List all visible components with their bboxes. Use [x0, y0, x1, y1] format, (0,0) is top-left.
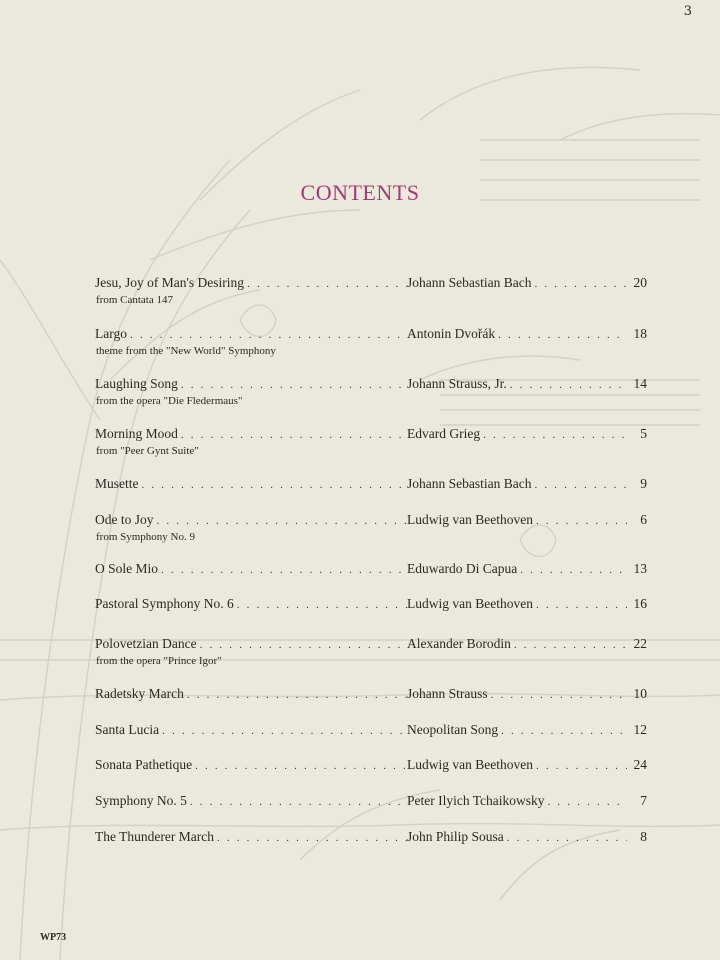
dot-leader [536, 758, 627, 774]
toc-entry [95, 376, 647, 407]
dot-leader [548, 794, 627, 810]
dot-leader [507, 830, 627, 846]
entry-title: O Sole Mio [95, 561, 159, 576]
dot-leader [534, 477, 627, 493]
entry-title: Morning Mood [95, 426, 178, 441]
dot-leader [510, 377, 627, 393]
entry-page: 14 [633, 376, 647, 391]
dot-leader [501, 723, 627, 739]
toc-entry [95, 596, 647, 613]
entry-composer: Antonin Dvořák [407, 326, 496, 341]
dot-leader [217, 830, 407, 846]
entry-composer: Alexander Borodin [407, 636, 511, 651]
entry-page: 18 [633, 326, 647, 341]
entry-subtitle: theme from the "New World" Symphony [96, 345, 276, 357]
dot-leader [514, 637, 627, 653]
page-number: 3 [683, 4, 692, 19]
entry-page: 10 [633, 686, 647, 701]
entry-subtitle: from the opera "Prince Igor" [96, 655, 222, 667]
dot-leader [247, 276, 407, 292]
entry-page: 20 [633, 275, 647, 290]
entry-title: Largo [95, 326, 127, 341]
dot-leader [498, 327, 627, 343]
dot-leader [187, 687, 407, 703]
entry-subtitle: from Symphony No. 9 [96, 531, 195, 543]
entry-title: Sonata Pathetique [95, 757, 193, 772]
dot-leader [162, 723, 407, 739]
entry-page: 13 [633, 561, 647, 576]
entry-title: Pastoral Symphony No. 6 [95, 596, 234, 611]
entry-page: 22 [633, 636, 647, 651]
toc-entry [95, 829, 647, 846]
toc-entry [95, 722, 647, 739]
dot-leader [520, 562, 627, 578]
toc-entry [95, 426, 647, 457]
dot-leader [157, 513, 408, 529]
entry-page: 12 [633, 722, 647, 737]
entry-page: 7 [640, 793, 647, 808]
entry-subtitle: from the opera "Die Fledermaus" [96, 395, 243, 407]
entry-title: The Thunderer March [95, 829, 214, 844]
entry-composer: Ludwig van Beethoven [407, 757, 533, 772]
toc-entry [95, 686, 647, 703]
entry-page: 24 [633, 757, 647, 772]
page-title: CONTENTS [300, 180, 420, 205]
entry-title: Santa Lucia [95, 722, 160, 737]
entry-composer: Johann Strauss [407, 686, 488, 701]
entry-title: Symphony No. 5 [95, 793, 187, 808]
dot-leader [190, 794, 407, 810]
entry-title: Jesu, Joy of Man's Desiring [95, 275, 245, 290]
entry-composer: Ludwig van Beethoven [407, 512, 533, 527]
dot-leader [142, 477, 408, 493]
dot-leader [130, 327, 407, 343]
dot-leader [536, 597, 627, 613]
entry-composer: Ludwig van Beethoven [407, 596, 533, 611]
dot-leader [181, 427, 407, 443]
dot-leader [536, 513, 627, 529]
entry-subtitle: from Cantata 147 [96, 294, 173, 306]
toc-entry [95, 793, 647, 810]
entry-composer: Johann Sebastian Bach [407, 275, 532, 290]
dot-leader [483, 427, 627, 443]
entry-title: Laughing Song [95, 376, 178, 391]
entry-title: Radetsky March [95, 686, 184, 701]
toc-entry [95, 275, 647, 306]
toc-entry [95, 512, 647, 543]
entry-title: Ode to Joy [95, 512, 154, 527]
dot-leader [181, 377, 407, 393]
dot-leader [491, 687, 627, 703]
entry-title: Polovetzian Dance [95, 636, 197, 651]
entry-page: 8 [640, 829, 647, 844]
dot-leader [161, 562, 407, 578]
dot-leader [200, 637, 407, 653]
entry-composer: Neopolitan Song [407, 722, 499, 737]
entry-composer: Johann Strauss, Jr. [407, 376, 507, 391]
entry-page: 9 [640, 476, 647, 491]
toc-entry [95, 757, 647, 774]
entry-subtitle: from "Peer Gynt Suite" [96, 445, 199, 457]
dot-leader [237, 597, 407, 613]
toc-entry [95, 636, 647, 667]
entry-page: 6 [640, 512, 647, 527]
toc-entry [95, 326, 647, 357]
entry-page: 16 [633, 596, 647, 611]
toc-entry [95, 561, 647, 578]
entry-composer: Peter Ilyich Tchaikowsky [407, 793, 545, 808]
entry-page: 5 [640, 426, 647, 441]
entry-composer: Johann Sebastian Bach [407, 476, 532, 491]
entry-composer: John Philip Sousa [407, 829, 504, 844]
entry-composer: Edvard Grieg [407, 426, 481, 441]
dot-leader [534, 276, 627, 292]
toc-entry [95, 476, 647, 493]
entry-composer: Eduwardo Di Capua [407, 561, 518, 576]
publisher-code: WP73 [40, 932, 67, 943]
dot-leader [195, 758, 407, 774]
entry-title: Musette [95, 476, 139, 491]
